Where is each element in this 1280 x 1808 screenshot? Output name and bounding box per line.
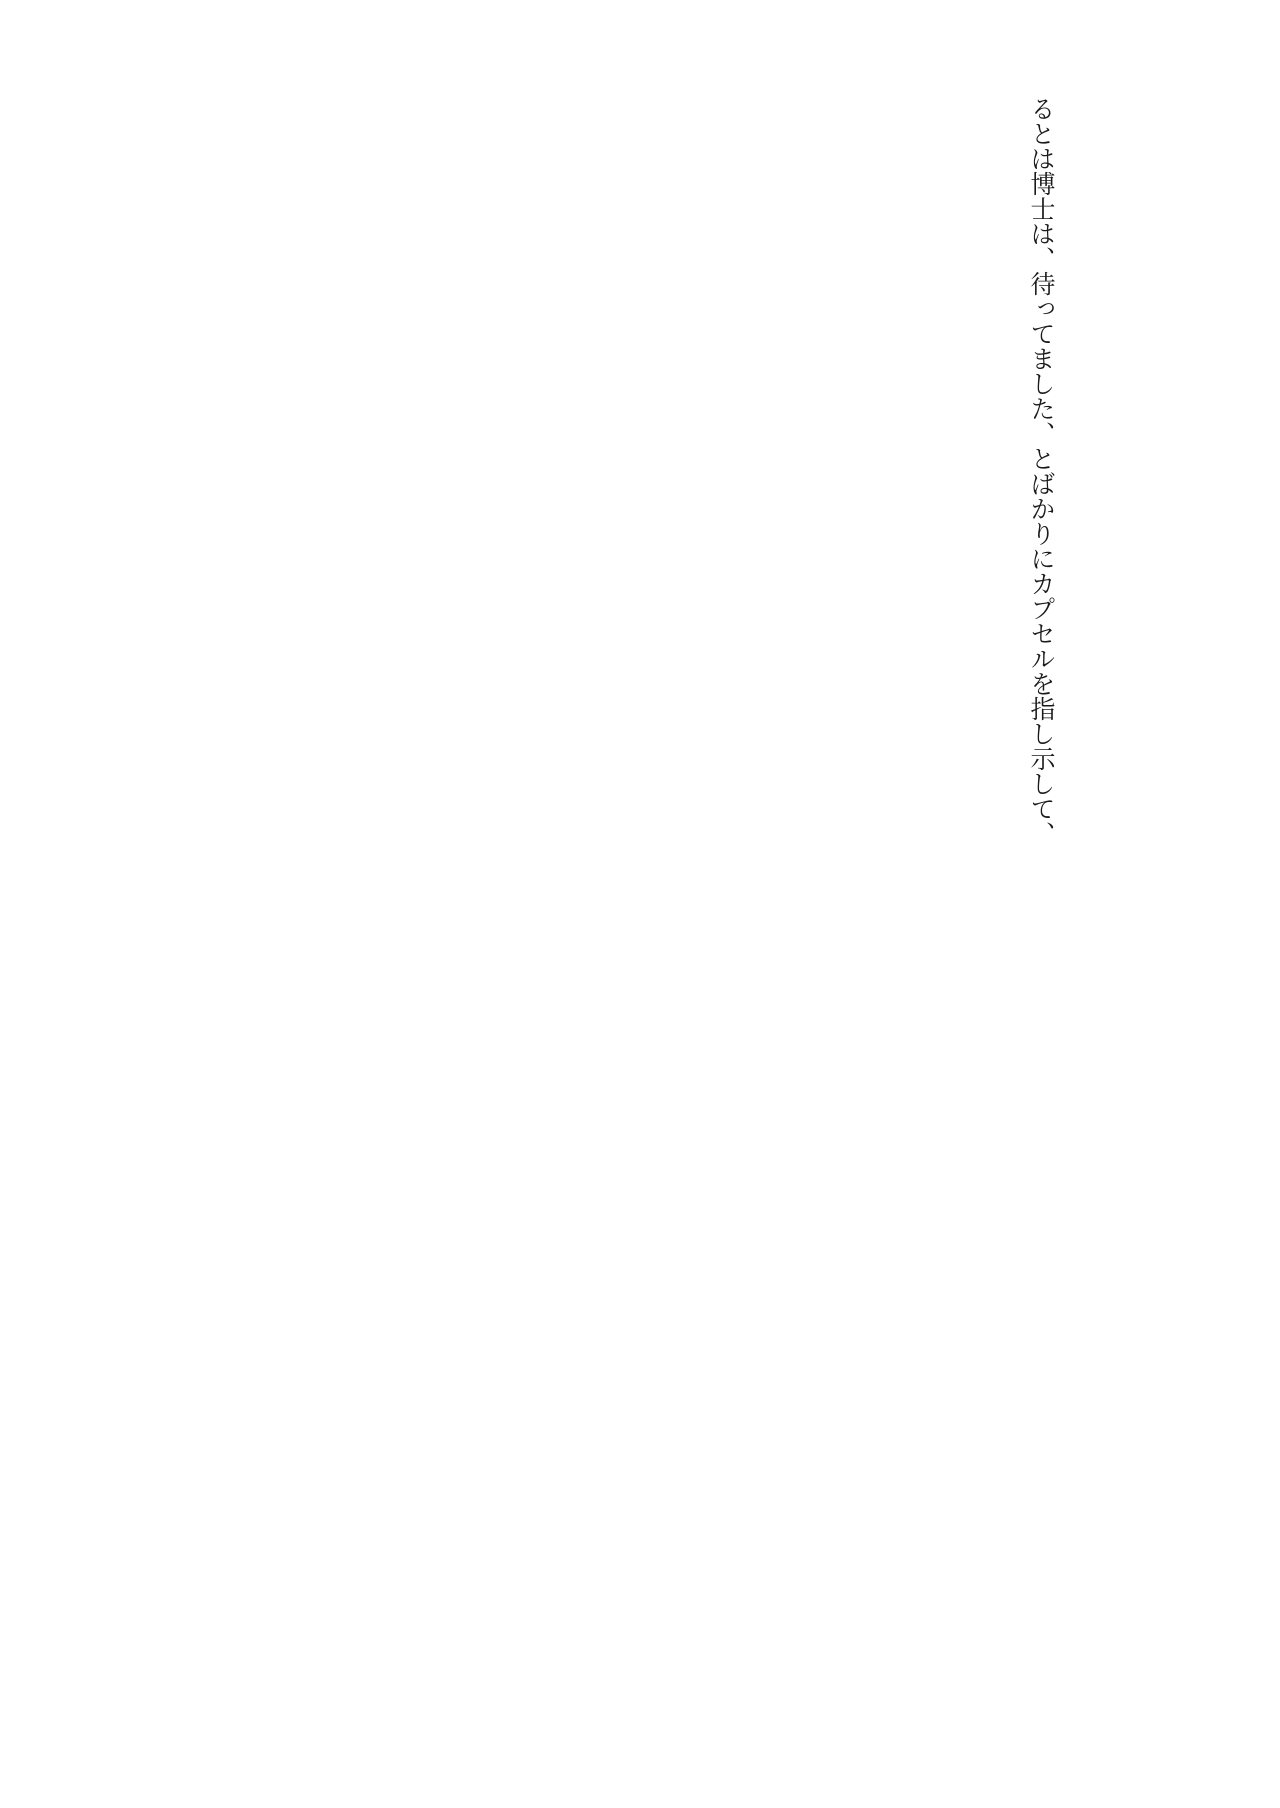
text-block-top bbox=[946, 96, 1136, 846]
text-column: るとは博士は、待ってました、とばかりにカプセルを指し示して、 bbox=[1027, 96, 1056, 846]
